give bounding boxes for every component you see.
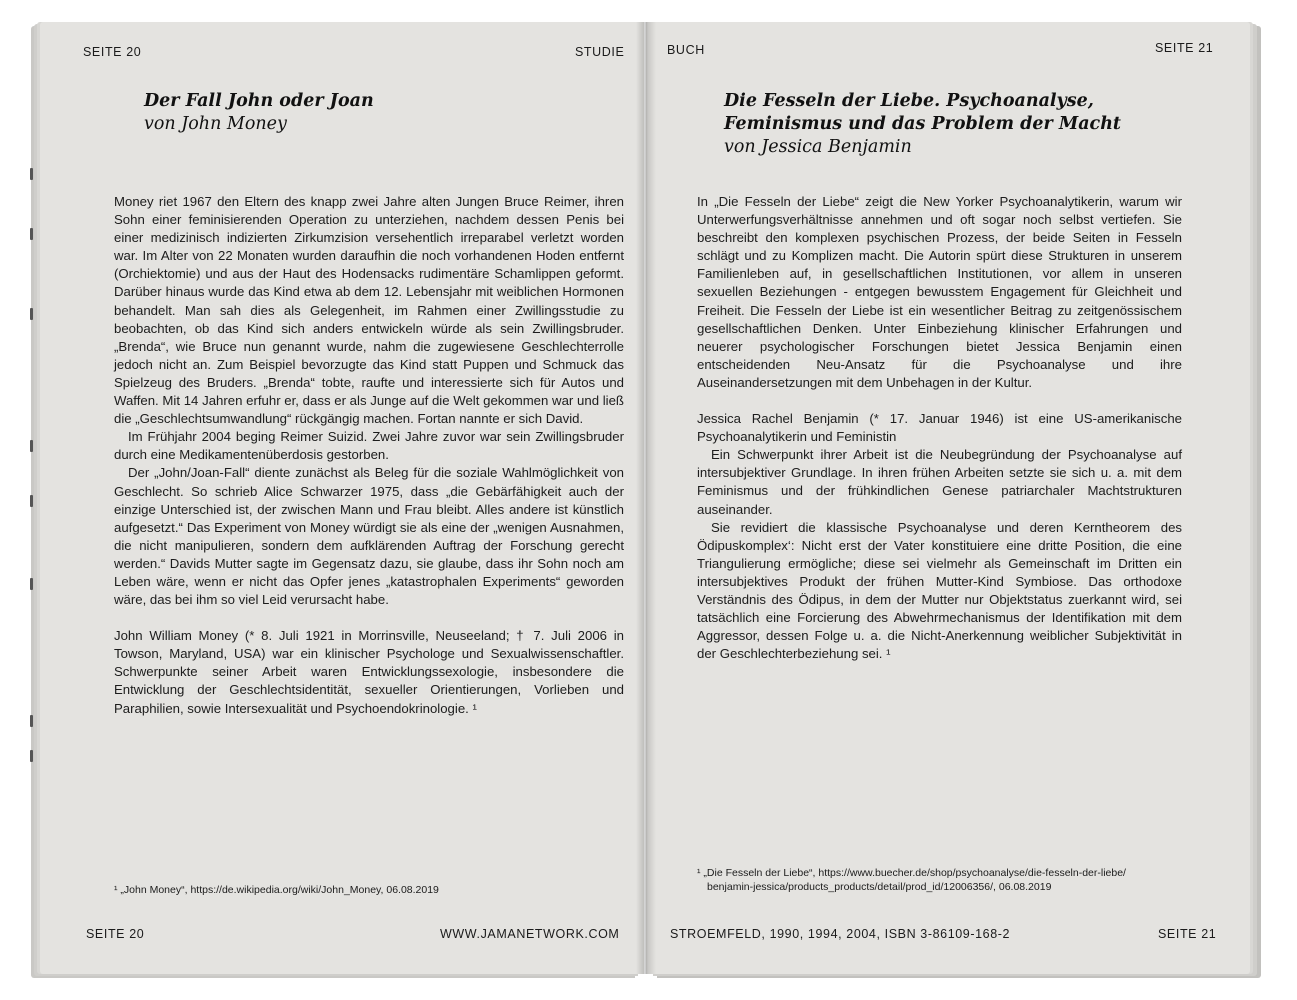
left-paragraph-3: Der „John/Joan-Fall“ diente zunächst als Beleg für die soziale Wahlmöglichkeit von Geschlecht. So schrieb Alice Schwarzer 1975, dass „die Gebärfähigkeit auch der einzige Unterschied ist, der zwischen Mann und Frau bleibt. Alles andere ist künstlich aufgesetzt.“ Das Experiment von Money würdigt sie als eine der „wenigen Ausnahmen, die nicht manipulieren, sondern dem aufklärenden Auftrag der Forschung gerecht werden.“ Davids Mutter sagte im Gegensatz dazu, sie glaube, dass ihr Sohn noch am Leben wäre, wenn er nicht das Opfer jenes „katastrophalen Experiments“ geworden wäre, das bei ihm so viel Leid verursacht habe.: [114, 465, 624, 608]
left-header-section: STUDIE: [575, 45, 625, 59]
page-edge-marks: [30, 150, 44, 790]
right-paragraph-1: In „Die Fesseln der Liebe“ zeigt die New Yorker Psychoanalytikerin, warum wir Unterwerfungsverhältnisse annehmen und oft sogar noch selbst vertiefen. Sie beschreibt den komplexen psychischen Prozess, der beide Seiten in Fesseln schlägt und zu Komplizen macht. Die Autorin spürt diese Strukturen in unserem Familienleben auf, in gesellschaftlichen Institutionen, vor allem in unseren sexuellen Beziehungen - entgegen bewusstem Engagement für Gleichheit und Freiheit. Die Fesseln der Liebe ist ein wesentlicher Beitrag zu zeitgenössischem gesellschaftlichen Denken. Unter Einbeziehung klinischer Erfahrungen und neuerer psychologischer Forschungen bietet Jessica Benjamin einen entscheidenden Neu-Ansatz für die Psychoanalyse und ihre Auseinandersetzungen mit dem Unbehagen in der Kultur.: [697, 194, 1182, 390]
right-header-page-number: SEITE 21: [1155, 41, 1214, 55]
right-body-text: [697, 193, 1182, 663]
right-paragraph-3: Ein Schwerpunkt ihrer Arbeit ist die Neubegründung der Psychoanalyse auf intersubjektiver Grundlage. In ihren frühen Arbeiten setzte sie sich u. a. mit dem Feminismus und der frühkindlichen Genese patriarchaler Machtstrukturen auseinander.: [697, 447, 1182, 517]
left-paragraph-2: Im Frühjahr 2004 beging Reimer Suizid. Zwei Jahre zuvor war sein Zwillingsbruder durch eine Medikamentenüberdosis gestorben.: [114, 429, 624, 463]
right-paragraph-4: Sie revidiert die klassische Psychoanalyse und deren Kerntheorem des Ödipuskomplex‘: Nicht erst der Vater konstituiere eine dritte Position, die eine Triangulierung ermögliche; diese sei vielmehr als Gemeinschaft im Dritten ein intersubjektives Produkt der frühen Mutter-Kind Symbiose. Das orthodoxe Verständnis des Ödipus, in dem der Mutter nur Objektstatus zuerkannt wird, sei tatsächlich eine Forcierung des Abwehrmechanismus der Identifikation mit dem Aggressor, dessen Folge u. a. die Nicht-Anerkennung weiblicher Subjektivität in der Geschlechterbeziehung sei. ¹: [697, 519, 1182, 662]
book-gutter: [636, 22, 656, 974]
left-paragraph-4: John William Money (* 8. Juli 1921 in Morrinsville, Neuseeland; † 7. Juli 2006 in Towson, Maryland, USA) war ein klinischer Psychologe und Sexualwissenschaftler. Schwerpunkte seiner Arbeit waren Entwicklungssexologie, insbesondere die Entwicklung der Geschlechtsidentität, sexueller Orientierungen, Vorlieben und Paraphilien, sowie Intersexualität und Psychoendokrinologie. ¹: [114, 628, 624, 716]
right-author: von Jessica Benjamin: [724, 137, 912, 157]
right-header-section: BUCH: [667, 43, 705, 57]
left-footnote: ¹ „John Money“, https://de.wikipedia.org/wiki/John_Money, 06.08.2019: [114, 884, 439, 896]
left-body-text: [114, 193, 624, 718]
right-footer-publisher: STROEMFELD, 1990, 1994, 2004, ISBN 3-86109-168-2: [670, 927, 1011, 941]
right-footnote-line-2: benjamin-jessica/products_products/detail/prod_id/12006356/, 06.08.2019: [707, 881, 1052, 893]
right-footnote-line-1: ¹ „Die Fesseln der Liebe“, https://www.buecher.de/shop/psychoanalyse/die-fesseln-der-liebe/: [697, 867, 1126, 879]
left-author: von John Money: [144, 114, 287, 134]
left-footer-url: WWW.JAMANETWORK.COM: [440, 927, 620, 941]
left-title-block: [144, 90, 374, 136]
left-footer-page-number: SEITE 20: [86, 927, 145, 941]
right-title-line-1: Die Fesseln der Liebe. Psychoanalyse,: [724, 91, 1094, 111]
right-title-line-2: Feminismus und das Problem der Macht: [724, 114, 1122, 134]
left-title: Der Fall John oder Joan: [144, 91, 374, 111]
left-paragraph-1: Money riet 1967 den Eltern des knapp zwei Jahre alten Jungen Bruce Reimer, ihren Sohn einer feminisierenden Operation zu unterziehen, nachdem dessen Penis bei einer medizinisch indizierten Zirkumzision versehentlich irreparabel verletzt worden war. Im Alter von 22 Monaten wurden daraufhin die noch vorhandenen Hoden entfernt (Orchiektomie) und aus der Haut des Hodensacks rudimentäre Schamlippen geformt. Darüber hinaus wurde das Kind etwa ab dem 12. Lebensjahr mit weiblichen Hormonen behandelt. Man sah dies als Gelegenheit, im Rahmen einer Zwillingsstudie zu beobachten, ob das Kind sich anders entwickeln würde als sein Zwillingsbruder. „Brenda“, wie Bruce nun genannt wurde, nahm die zugewiesene Geschlechterrolle jedoch nicht an. Zum Beispiel bevorzugte das Kind statt Puppen und Schmuck das Spielzeug des Bruders. „Brenda“ tobte, raufte und interessierte sich für Autos und Waffen. Mit 14 Jahren erfuhr er, dass er als Junge auf die Welt gekommen war und ließ die „Geschlechtsumwandlung“ rückgängig machen. Fortan nannte er sich David.: [114, 194, 624, 427]
left-header-page-number: SEITE 20: [83, 45, 142, 59]
right-title-block: [724, 90, 1121, 159]
right-footnote: [697, 866, 1126, 894]
right-footer-page-number: SEITE 21: [1158, 927, 1217, 941]
right-paragraph-2: Jessica Rachel Benjamin (* 17. Januar 1946) ist eine US-amerikanische Psychoanalytikerin und Feministin: [697, 411, 1182, 445]
